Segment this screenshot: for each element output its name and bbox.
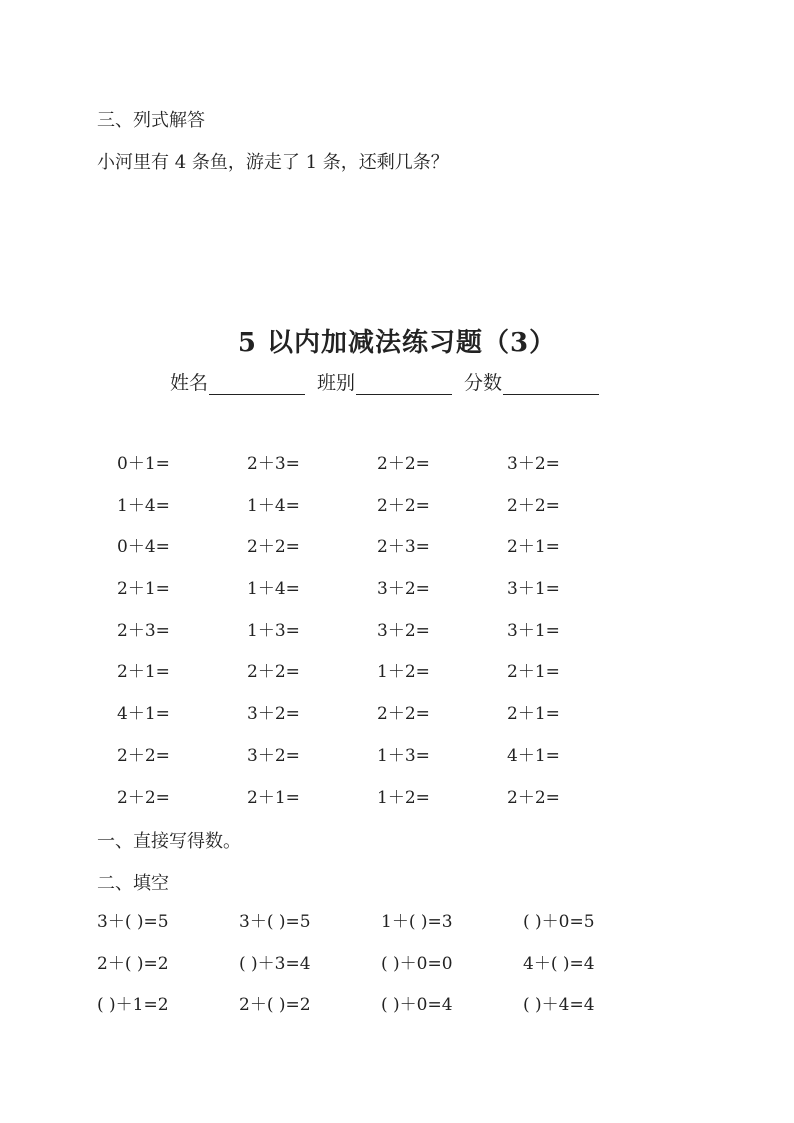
drill-problem: 2＋2= — [507, 495, 560, 516]
drill-problem: 4＋1= — [507, 745, 560, 766]
drill-problem: 2＋1= — [507, 662, 560, 683]
student-info — [170, 368, 599, 395]
drill-problem: 3＋2= — [377, 620, 430, 641]
fill-problem: 2＋( )=2 — [239, 995, 311, 1015]
drill-row — [117, 783, 637, 825]
drill-problem: 1＋3= — [377, 745, 430, 766]
drill-problem: 2＋2= — [117, 745, 170, 766]
fill-problem: 4＋( )=4 — [523, 953, 595, 974]
fill-problem: ( )＋0=4 — [381, 995, 453, 1015]
section2-heading: 二、填空 — [97, 873, 169, 894]
fill-problem: 3＋( )=5 — [97, 912, 169, 932]
arithmetic-drill-grid — [117, 449, 637, 824]
drill-problem: 2＋1= — [507, 537, 560, 558]
drill-problem: 0＋4= — [117, 537, 170, 558]
drill-row — [117, 574, 637, 616]
word-problem: 小河里有 4 条鱼，游走了 1 条，还剩几条？ — [97, 152, 449, 173]
fill-problem: 1＋( )=3 — [381, 912, 453, 932]
fill-problem: 3＋( )=5 — [239, 912, 311, 932]
drill-row — [117, 532, 637, 574]
drill-problem: 2＋2= — [247, 537, 300, 558]
drill-row — [117, 699, 637, 741]
drill-problem: 2＋3= — [117, 620, 170, 641]
drill-row — [117, 741, 637, 783]
drill-problem: 1＋3= — [247, 620, 300, 641]
fill-row — [97, 949, 665, 991]
name-field — [170, 368, 305, 395]
drill-problem: 3＋1= — [507, 620, 560, 641]
name-label: 姓名 — [170, 372, 209, 394]
score-field — [464, 368, 599, 395]
drill-problem: 2＋2= — [507, 787, 560, 808]
drill-row — [117, 657, 637, 699]
drill-problem: 1＋4= — [117, 495, 170, 516]
fill-problem: ( )＋0=5 — [523, 912, 595, 932]
drill-row — [117, 491, 637, 533]
drill-problem: 3＋2= — [377, 579, 430, 600]
drill-problem: 1＋2= — [377, 787, 430, 808]
section1-heading: 一、直接写得数。 — [97, 831, 241, 852]
class-blank[interactable] — [356, 372, 452, 395]
drill-problem: 4＋1= — [117, 704, 170, 725]
drill-problem: 2＋2= — [377, 454, 430, 474]
drill-problem: 2＋2= — [247, 662, 300, 683]
fill-problem: ( )＋4=4 — [523, 995, 595, 1015]
drill-problem: 2＋3= — [377, 537, 430, 558]
name-blank[interactable] — [209, 372, 305, 395]
class-label: 班别 — [317, 372, 356, 394]
class-field — [317, 368, 452, 395]
drill-problem: 2＋2= — [117, 787, 170, 808]
drill-problem: 2＋2= — [377, 495, 430, 516]
fill-problem: ( )＋0=0 — [381, 953, 453, 974]
drill-problem: 2＋2= — [377, 704, 430, 725]
fill-blank-grid — [97, 907, 665, 1032]
score-blank[interactable] — [503, 372, 599, 395]
drill-problem: 1＋2= — [377, 662, 430, 683]
fill-problem: 2＋( )=2 — [97, 953, 169, 974]
worksheet-title: 5 以内加减法练习题（3） — [237, 328, 557, 358]
drill-problem: 2＋1= — [507, 704, 560, 725]
drill-problem: 3＋2= — [247, 745, 300, 766]
drill-problem: 3＋1= — [507, 579, 560, 600]
drill-problem: 2＋1= — [117, 662, 170, 683]
fill-problem: ( )＋3=4 — [239, 953, 311, 974]
drill-problem: 3＋2= — [507, 454, 560, 474]
fill-row — [97, 990, 665, 1032]
section3-heading: 三、列式解答 — [97, 110, 205, 131]
drill-problem: 3＋2= — [247, 704, 300, 725]
fill-row — [97, 907, 665, 949]
drill-problem: 2＋1= — [247, 787, 300, 808]
drill-problem: 2＋3= — [247, 454, 300, 474]
drill-row — [117, 449, 637, 491]
fill-problem: ( )＋1=2 — [97, 995, 169, 1015]
score-label: 分数 — [464, 372, 503, 394]
drill-row — [117, 616, 637, 658]
drill-problem: 1＋4= — [247, 579, 300, 600]
drill-problem: 1＋4= — [247, 495, 300, 516]
drill-problem: 2＋1= — [117, 579, 170, 600]
drill-problem: 0＋1= — [117, 454, 170, 474]
